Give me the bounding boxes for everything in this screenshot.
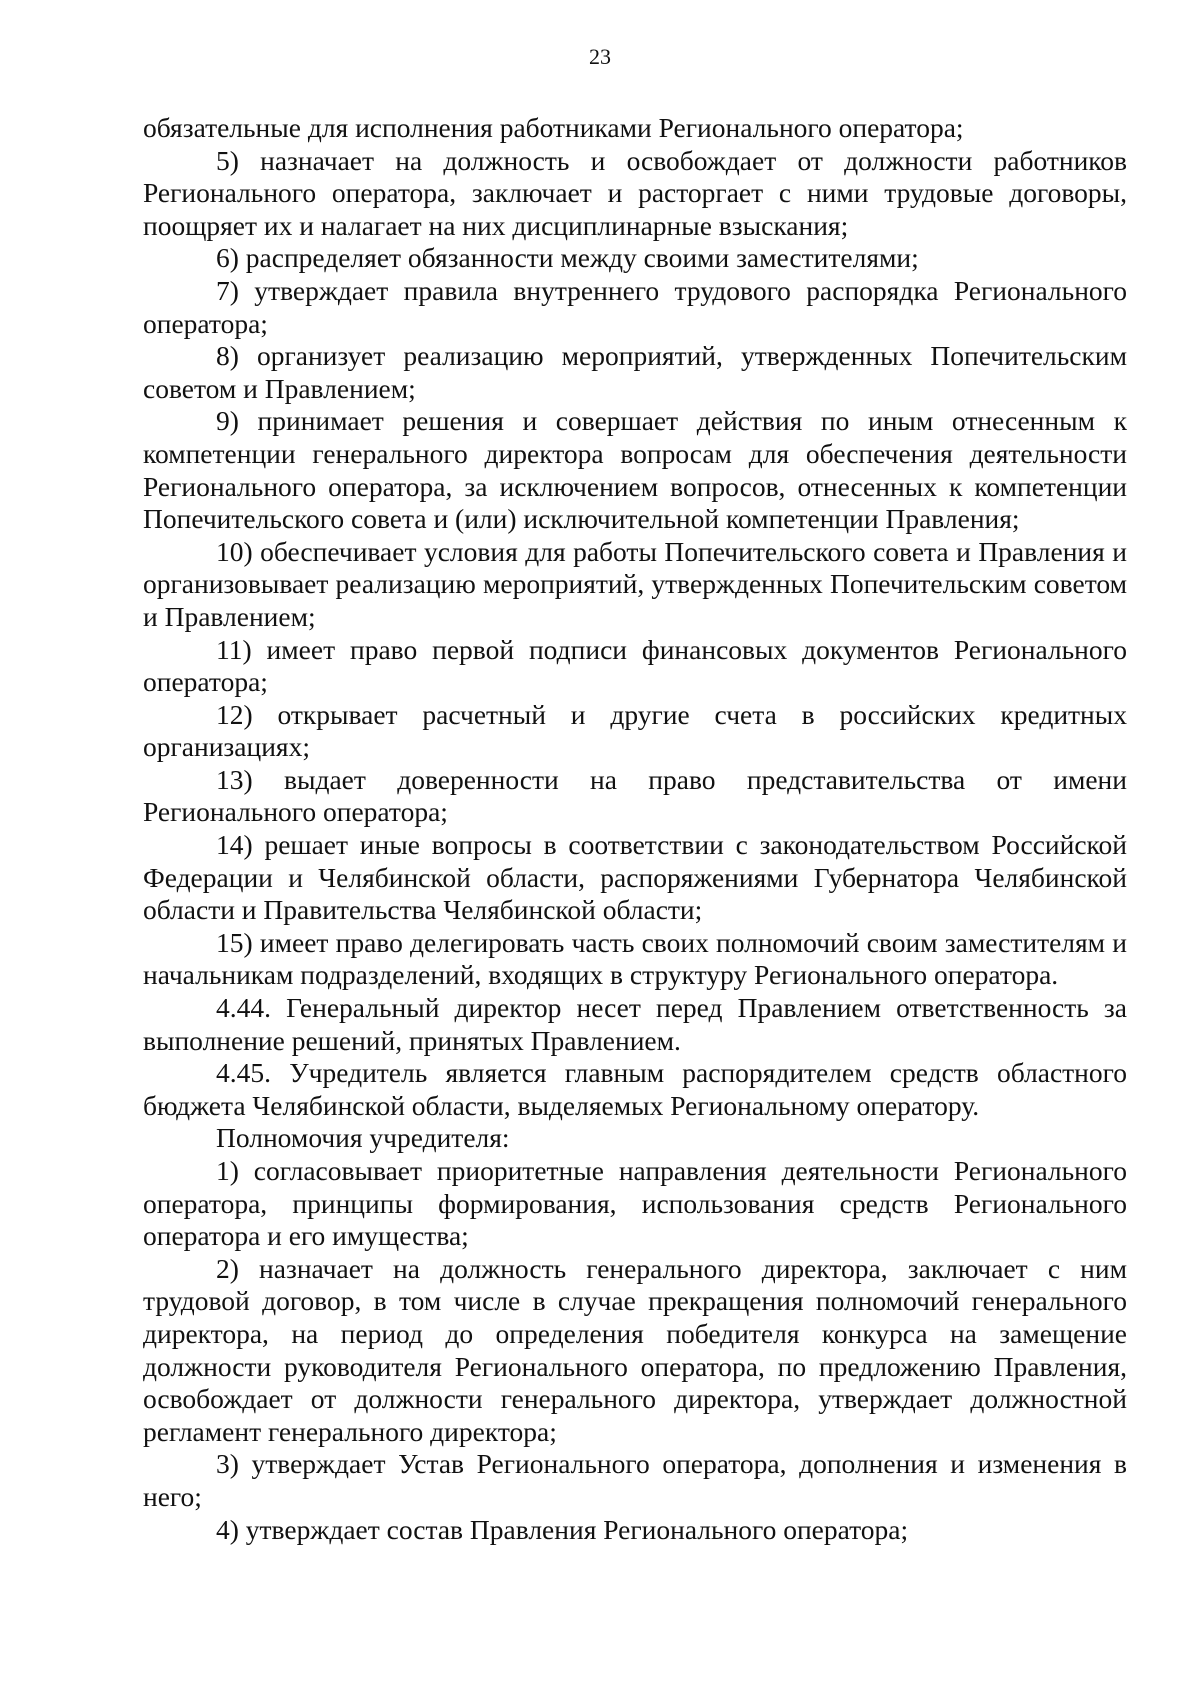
page-number: 23 xyxy=(589,44,611,69)
paragraph-item-14: 14) решает иные вопросы в соответствии с законодательством Российской Федерации и Челябинской области, распоряжениями Губернатора Челябинской области и Правительства Челябинской области; xyxy=(143,829,1127,926)
document-body xyxy=(143,112,1127,1546)
paragraph-item-13: 13) выдает доверенности на право представительства от имени Регионального оператора; xyxy=(143,763,1127,828)
paragraph-item-5: 5) назначает на должность и освобождает от должности работников Регионального оператора, заключает и расторгает с ними трудовые договоры, поощряет их и налагает на них дисциплинарные взыскания; xyxy=(143,144,1127,241)
paragraph-item-9: 9) принимает решения и совершает действия по иным отнесенным к компетенции генерального директора вопросам для обеспечения деятельности Регионального оператора, за исключением вопросов, отнесенных к компетенции Попечительского совета и (или) исключительной компетенции Правления; xyxy=(143,405,1127,535)
paragraph-section-4-45: 4.45. Учредитель является главным распорядителем средств областного бюджета Челябинской области, выделяемых Региональному оператору. xyxy=(143,1057,1127,1121)
paragraph-section-4-44: 4.44. Генеральный директор несет перед Правлением ответственность за выполнение решений, принятых Правлением. xyxy=(143,992,1127,1056)
paragraph-founder-powers-heading: Полномочия учредителя: xyxy=(216,1122,510,1154)
paragraph-continuation: обязательные для исполнения работниками Регионального оператора; xyxy=(143,112,964,143)
paragraph-item-10: 10) обеспечивает условия для работы Попечительского совета и Правления и организовывает реализацию мероприятий, утвержденных Попечительским советом и Правлением; xyxy=(143,535,1127,632)
paragraph-item-12: 12) открывает расчетный и другие счета в российских кредитных организациях; xyxy=(143,698,1127,763)
paragraph-item-6: 6) распределяет обязанности между своими заместителями; xyxy=(216,242,919,274)
paragraph-founder-item-1: 1) согласовывает приоритетные направления деятельности Регионального оператора, принципы формирования, использования средств Регионального оператора и его имущества; xyxy=(143,1155,1127,1252)
paragraph-item-15: 15) имеет право делегировать часть своих полномочий своим заместителям и начальникам подразделений, входящих в структуру Регионального оператора. xyxy=(143,926,1127,991)
paragraph-founder-item-3: 3) утверждает Устав Регионального оператора, дополнения и изменения в него; xyxy=(143,1448,1127,1512)
paragraph-item-11: 11) имеет право первой подписи финансовых документов Регионального оператора; xyxy=(143,633,1127,698)
paragraph-founder-item-4: 4) утверждает состав Правления Регионального оператора; xyxy=(216,1513,909,1545)
paragraph-item-7: 7) утверждает правила внутреннего трудового распорядка Регионального оператора; xyxy=(143,274,1127,339)
paragraph-item-8: 8) организует реализацию мероприятий, утвержденных Попечительским советом и Правлением; xyxy=(143,340,1127,404)
paragraph-founder-item-2: 2) назначает на должность генерального директора, заключает с ним трудовой договор, в том числе в случае прекращения полномочий генерального директора, на период до определения победителя конкурса на замещение должности руководителя Регионального оператора, по предложению Правления, освобождает от должности генерального директора, утверждает должностной регламент генерального директора; xyxy=(143,1252,1127,1447)
